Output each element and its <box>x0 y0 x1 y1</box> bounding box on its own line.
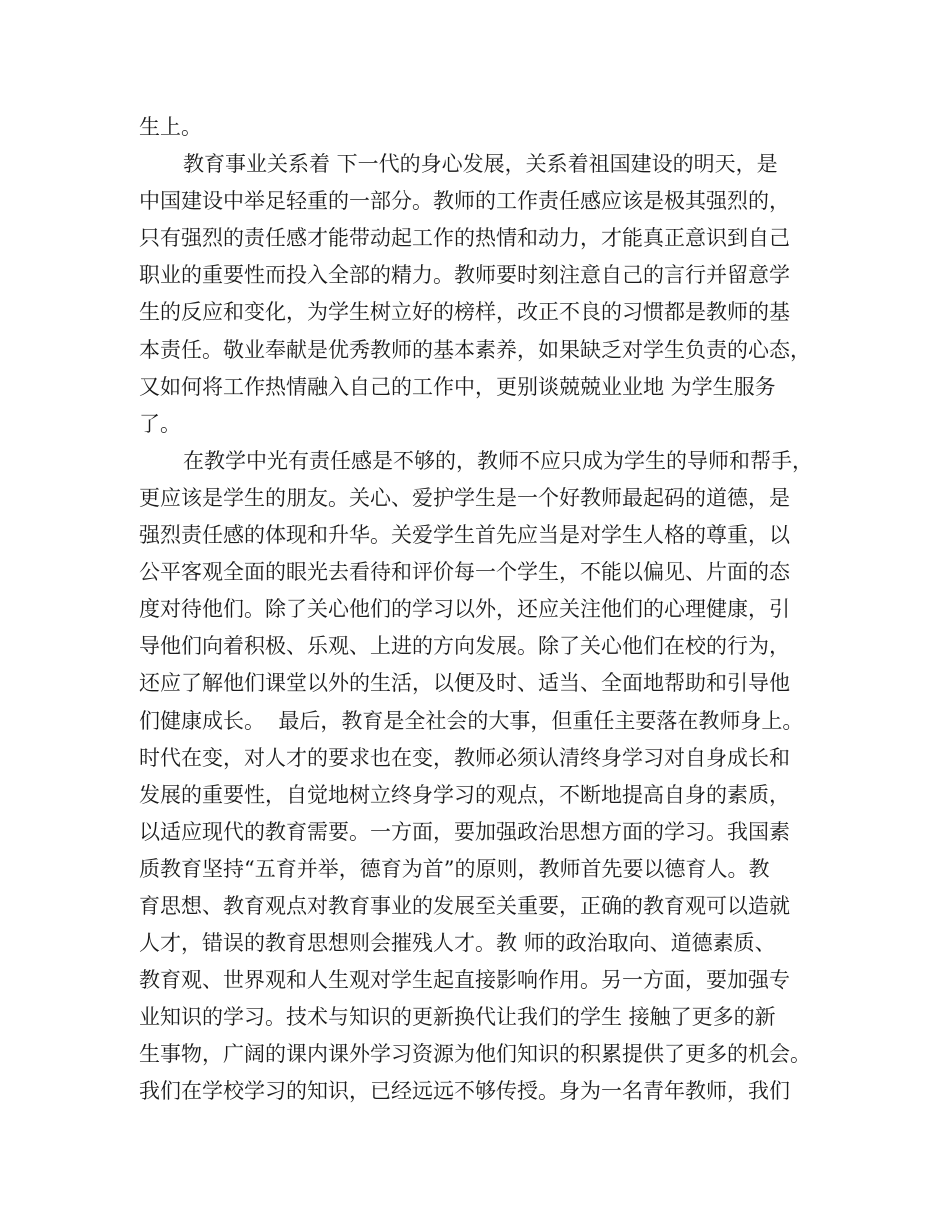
text-line: 教育事业关系着 下一代的身心发展，关系着祖国建设的明天，是 <box>183 152 778 177</box>
text-line: 强烈责任感的体现和升华。关爱学生首先应当是对学生人格的尊重，以 <box>139 523 790 548</box>
text-line: 了。 <box>139 411 181 436</box>
text-line: 导他们向着积极、乐观、上进的方向发展。除了关心他们在校的行为， <box>139 634 790 659</box>
text-line: 中国建设中举足轻重的一部分。教师的工作责任感应该是极其强烈的， <box>139 189 790 214</box>
text-line: 质教育坚持“五育并举，德育为首”的原则，教师首先要以德育人。教 <box>139 856 770 881</box>
text-line: 只有强烈的责任感才能带动起工作的热情和动力，才能真正意识到自己 <box>139 226 790 251</box>
text-line: 本责任。敬业奉献是优秀教师的基本素养，如果缺乏对学生负责的心态， <box>139 337 811 362</box>
text-line: 生事物，广阔的课内课外学习资源为他们知识的积累提供了更多的机会。 <box>139 1042 811 1067</box>
text-line: 又如何将工作热情融入自己的工作中，更别谈兢兢业业地 为学生服务 <box>139 374 776 399</box>
text-line: 育思想、教育观点对教育事业的发展至关重要，正确的教育观可以造就 <box>139 893 790 918</box>
text-line: 人才，错误的教育思想则会摧残人才。教 师的政治取向、道德素质、 <box>139 931 776 956</box>
text-line: 职业的重要性而投入全部的精力。教师要时刻注意自己的言行并留意学 <box>139 263 790 288</box>
body-text <box>139 109 829 1111</box>
text-line: 公平客观全面的眼光去看待和评价每一个学生，不能以偏见、片面的态 <box>139 560 790 585</box>
text-line: 以适应现代的教育需要。一方面，要加强政治思想方面的学习。我国素 <box>139 819 790 844</box>
text-line: 还应了解他们课堂以外的生活，以便及时、适当、全面地帮助和引导他 <box>139 671 790 696</box>
text-line: 时代在变，对人才的要求也在变，教师必须认清终身学习对自身成长和 <box>139 745 790 770</box>
text-line: 生上。 <box>139 115 202 139</box>
text-line: 业知识的学习。技术与知识的更新换代让我们的学生 接触了更多的新 <box>139 1005 776 1030</box>
text-line: 教育观、世界观和人生观对学生起直接影响作用。另一方面，要加强专 <box>139 968 790 993</box>
text-line: 更应该是学生的朋友。关心、爱护学生是一个好教师最起码的道德，是 <box>139 485 790 510</box>
text-line: 们健康成长。 最后，教育是全社会的大事，但重任主要落在教师身上。 <box>139 708 804 733</box>
text-line: 生的反应和变化，为学生树立好的榜样，改正不良的习惯都是教师的基 <box>139 300 790 325</box>
text-line: 我们在学校学习的知识，已经远远不够传授。身为一名青年教师，我们 <box>139 1079 790 1104</box>
text-line: 在教学中光有责任感是不够的，教师不应只成为学生的导师和帮手， <box>183 448 813 473</box>
text-line: 发展的重要性，自觉地树立终身学习的观点，不断地提高自身的素质， <box>139 782 790 807</box>
text-line: 度对待他们。除了关心他们的学习以外，还应关注他们的心理健康，引 <box>139 597 790 622</box>
